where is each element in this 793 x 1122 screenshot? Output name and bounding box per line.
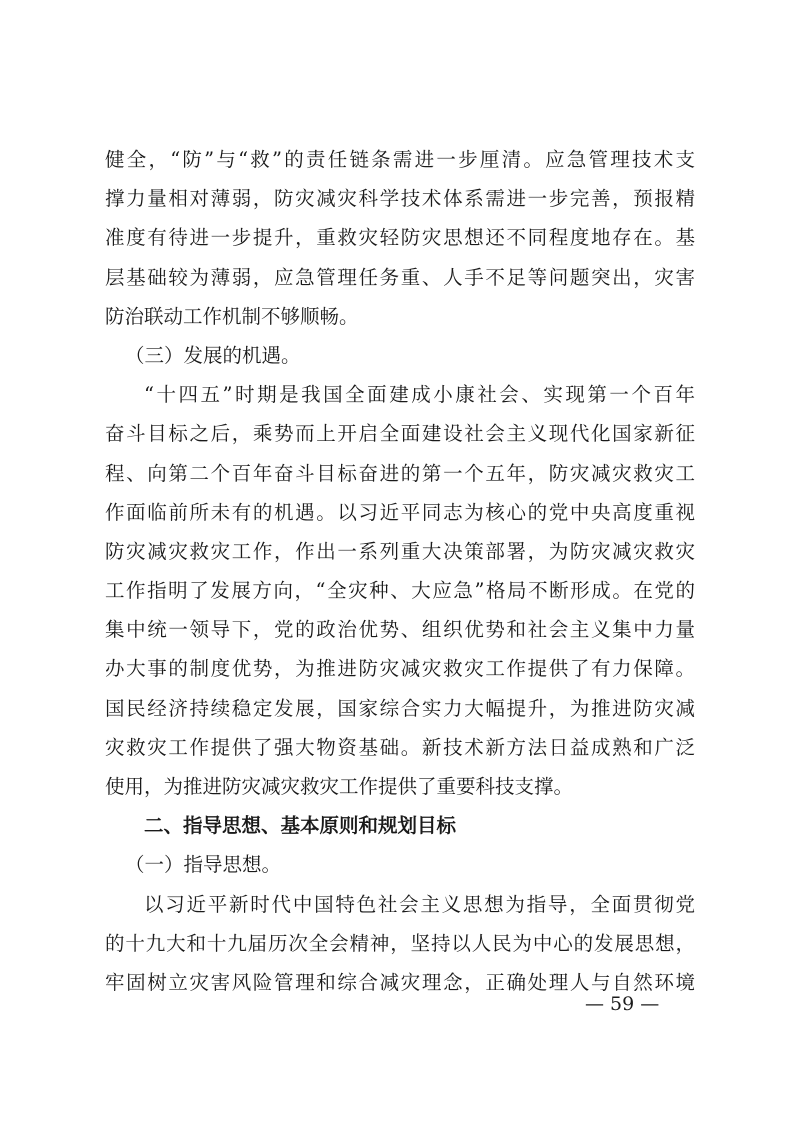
text-line: 灾救灾工作提供了强大物资基础。新技术新方法日益成熟和广泛 bbox=[105, 735, 695, 759]
text-line: 准度有待进一步提升，重救灾轻防灾思想还不同程度地存在。基 bbox=[105, 226, 695, 250]
text-line: 防治联动工作机制不够顺畅。 bbox=[105, 304, 359, 328]
text-line: 奋斗目标之后，乘势而上开启全面建设社会主义现代化国家新征 bbox=[105, 422, 695, 446]
page-number: — 59 — bbox=[585, 993, 660, 1015]
text-line: “十四五”时期是我国全面建成小康社会、实现第一个百年 bbox=[144, 383, 695, 407]
paragraph-opportunity bbox=[105, 375, 695, 806]
text-line: 健全，“防”与“救”的责任链条需进一步厘清。应急管理技术支 bbox=[105, 148, 695, 171]
section-heading-guiding-principles: 二、指导思想、基本原则和规划目标 bbox=[144, 814, 457, 838]
text-line: 以习近平新时代中国特色社会主义思想为指导，全面贯彻党 bbox=[144, 892, 695, 916]
paragraph-guiding bbox=[105, 885, 695, 1003]
text-line: 层基础较为薄弱，应急管理任务重、人手不足等问题突出，灾害 bbox=[105, 265, 695, 289]
text-line: 防灾减灾救灾工作，作出一系列重大决策部署，为防灾减灾救灾 bbox=[105, 539, 695, 563]
text-line: 作面临前所未有的机遇。以习近平同志为核心的党中央高度重视 bbox=[105, 500, 695, 524]
text-line: 集中统一领导下，党的政治优势、组织优势和社会主义集中力量 bbox=[105, 618, 695, 642]
text-line: 使用，为推进防灾减灾救灾工作提供了重要科技支撑。 bbox=[105, 775, 574, 798]
text-line: 办大事的制度优势，为推进防灾减灾救灾工作提供了有力保障。 bbox=[105, 657, 695, 681]
text-line: 国民经济持续稳定发展，国家综合实力大幅提升，为推进防灾减 bbox=[105, 696, 695, 720]
text-line: 撑力量相对薄弱，防灾减灾科学技术体系需进一步完善，预报精 bbox=[105, 187, 695, 211]
paragraph-continuation bbox=[105, 140, 695, 336]
section-heading-opportunity: （三）发展的机遇。 bbox=[125, 343, 301, 367]
section-heading-guiding-thought: （一）指导思想。 bbox=[125, 853, 282, 877]
text-line: 的十九大和十九届历次全会精神，坚持以人民为中心的发展思想， bbox=[105, 931, 695, 955]
text-line: 牢固树立灾害风险管理和综合减灾理念，正确处理人与自然环境 bbox=[105, 970, 695, 994]
page-body bbox=[105, 140, 695, 1002]
text-line: 工作指明了发展方向，“全灾种、大应急”格局不断形成。在党的 bbox=[105, 579, 695, 603]
text-line: 程、向第二个百年奋斗目标奋进的第一个五年，防灾减灾救灾工 bbox=[105, 461, 695, 485]
